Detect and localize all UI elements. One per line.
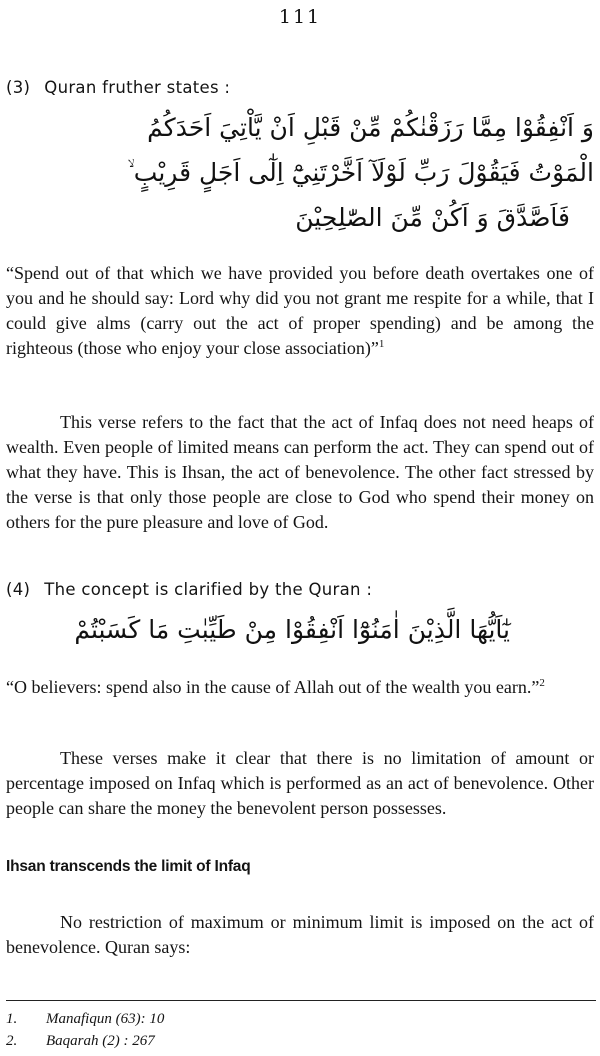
arabic-verse-line-1: وَ اَنْفِقُوْا مِمَّا رَزَقْنٰكُمْ مِّنْ قَبْلِ اَنْ يَّاْتِيَ اَحَدَكُمُ [147, 113, 594, 142]
item-3-intro [6, 78, 230, 97]
item-4-intro-text: The concept is clarified by the Quran : [44, 580, 373, 599]
commentary-paragraph-1: This verse refers to the fact that the act of Infaq does not need heaps of wealth. Even people of limited means can perform the act. They can spend out of what they have. This is Ihsan, the act of benevolence. The other fact stressed by the verse is that only those people are close to God who spend their money on others for the pure pleasure and love of God. [6, 412, 594, 532]
item-3-translation [6, 261, 594, 361]
arabic-verse-line-3: فَاَصَّدَّقَ وَ اَكُنْ مِّنَ الصّٰلِحِيْنَ [295, 203, 570, 232]
item-4-translation [6, 675, 594, 700]
section-heading: Ihsan transcends the limit of Infaq [6, 858, 251, 875]
footnote-ref-2: 2 [539, 677, 545, 689]
arabic-verse-item-4: يٰٓاَيُّهَا الَّذِيْنَ اٰمَنُوْٓا اَنْفِقُوْا مِنْ طَيِّبٰتِ مَا كَسَبْتُمْ [74, 615, 510, 644]
footnote-text: Manafiqun (63): 10 [46, 1011, 165, 1027]
section-paragraph: No restriction of maximum or minimum limit is imposed on the act of benevolence. Quran says: [6, 912, 594, 957]
footnote-number: 2. [6, 1033, 18, 1049]
footnote-text: Baqarah (2) : 267 [46, 1033, 155, 1049]
footnote-number: 1. [6, 1011, 18, 1027]
arabic-verse-line-2: الْمَوْتُ فَيَقُوْلَ رَبِّ لَوْلَآ اَخَّرْتَنِيْٓ اِلٰٓى اَجَلٍ قَرِيْبٍ ۙ [127, 158, 594, 187]
footnotes-list [6, 1008, 596, 1052]
item-3-number: (3) [6, 78, 31, 97]
page-number: 111 [278, 6, 322, 28]
footnote-ref-1: 1 [378, 338, 385, 350]
footnote-item [6, 1008, 596, 1030]
item-3-intro-text: Quran fruther states : [44, 78, 231, 97]
footnote-item [6, 1030, 596, 1052]
item-4-translation-text: “O believers: spend also in the cause of Allah out of the wealth you earn.” [6, 677, 540, 697]
commentary-paragraph-2: These verses make it clear that there is no limitation of amount or percentage imposed on Infaq which is performed as an act of benevolence. Other people can share the money the benevolent person possesses. [6, 748, 594, 818]
item-4-number: (4) [6, 580, 31, 599]
item-3-translation-text: “Spend out of that which we have provided you before death overtakes one of you and he should say: Lord why did you not grant me respite for a while, that I could give alms (carry out the act of proper spending) and be among the righteous (those who enjoy your close association)” [6, 263, 594, 358]
item-4-intro [6, 580, 372, 599]
footnote-divider [6, 1000, 596, 1001]
